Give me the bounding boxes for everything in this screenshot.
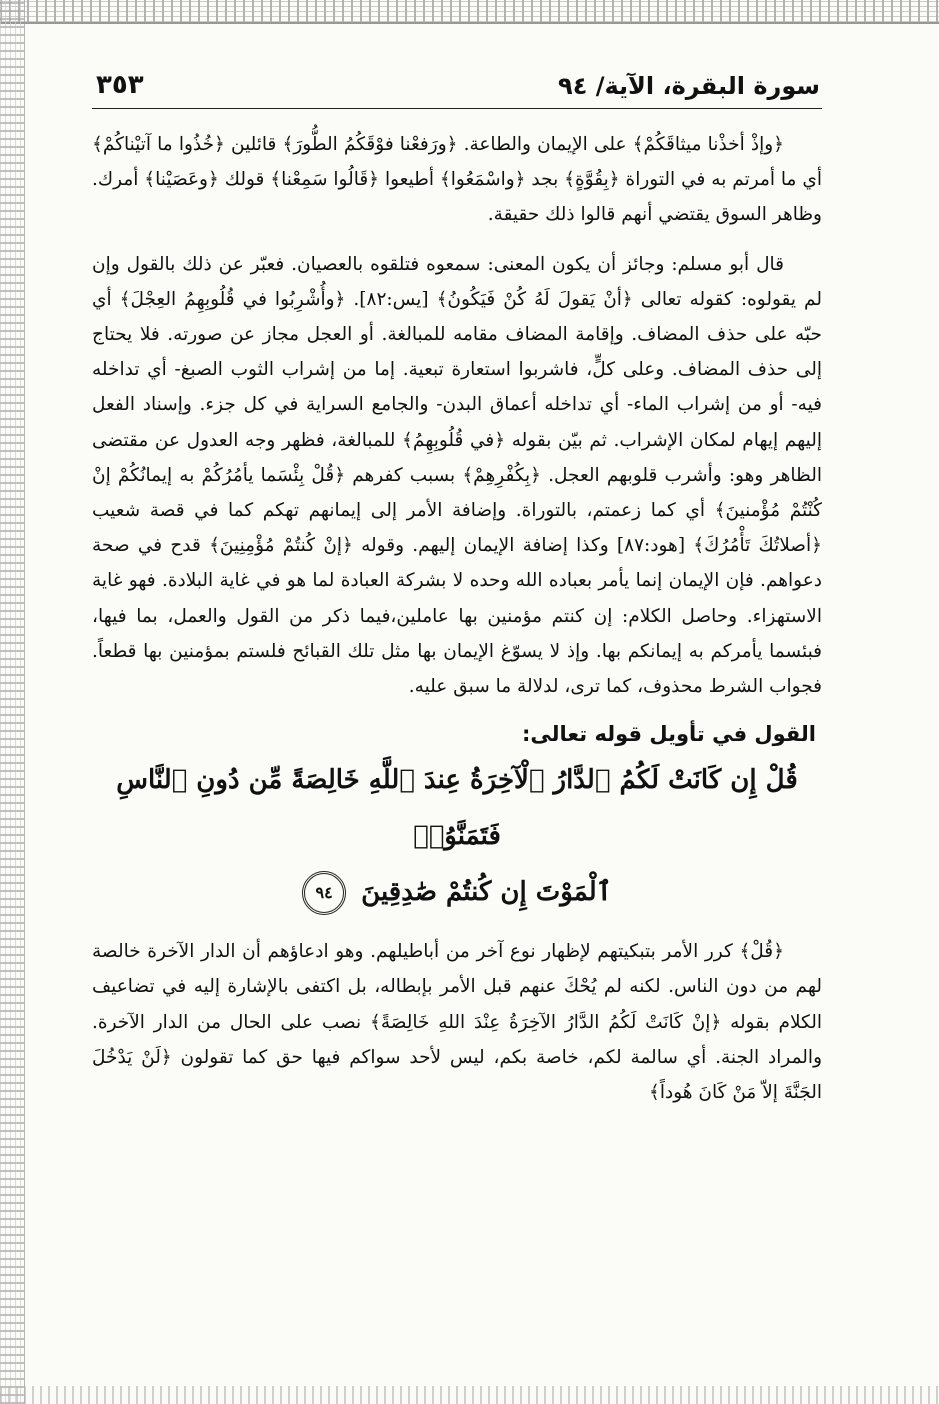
running-title: سورة البقرة، الآية/ ٩٤ bbox=[558, 72, 820, 100]
paragraph-1: ﴿وإذْ أخذْنا ميثاقَكُمْ﴾ على الإيمان والطاعة. ﴿ورَفعْنا فوْقَكُمُ الطُّورَ﴾ قائلين ﴿خُذُوا ما آتيْناكُمْ﴾ أي ما أمرتم به في التوراة ﴿بِقُوَّةٍ﴾ بجد ﴿واسْمَعُوا﴾ أطيعوا ﴿قَالُوا سَمِعْنا﴾ قولك ﴿وعَصَيْنا﴾ أمرك. وظاهر السوق يقتضي أنهم قالوا ذلك حقيقة. bbox=[92, 134, 822, 226]
page-header bbox=[92, 62, 822, 109]
verse-line-2-text: ٱلْمَوْتَ إِن كُنتُمْ صَٰدِقِينَ bbox=[361, 877, 612, 908]
decorative-left-border bbox=[0, 0, 25, 1404]
page-content bbox=[92, 127, 822, 1110]
decorative-bottom-border bbox=[0, 1386, 939, 1404]
quran-verse bbox=[92, 752, 822, 920]
decorative-top-border bbox=[0, 0, 939, 24]
book-page bbox=[92, 62, 822, 1382]
section-heading: القول في تأويل قوله تعالى: bbox=[522, 722, 816, 747]
paragraph-3: ﴿قُلْ﴾ كرر الأمر بتبكيتهم لإظهار نوع آخر من أباطيلهم. وهو ادعاؤهم أن الدار الآخرة خالصة لهم من دون الناس. لكنه لم يُحْكَ عنهم قبل الأمر بإبطاله، بل اكتفى بالإشارة إليه في تضاعيف الكلام بقوله ﴿إنْ كَانَتْ لَكُمُ الدَّارُ الآخِرَةُ عِنْدَ اللهِ خَالِصَةً﴾ نصب على الحال من الدار الآخرة. والمراد الجنة. أي سالمة لكم، خاصة بكم، ليس لأحد سواكم فيها حق كما تقولون ﴿لَنْ يَدْخُلَ الجَنَّةَ إلاّ مَنْ كَانَ هُوداً﴾ bbox=[92, 941, 822, 1104]
verse-line-1: قُلْ إِن كَانَتْ لَكُمُ ٱلدَّارُ ٱلْآخِرَةُ عِندَ ٱللَّهِ خَالِصَةً مِّن دُونِ ٱلنَّاسِ فَتَمَنَّوُا۟ bbox=[116, 765, 798, 852]
ayah-number-marker: ٩٤ bbox=[302, 871, 346, 915]
page-number: ٣٥٣ bbox=[96, 70, 144, 100]
paragraph-2: قال أبو مسلم: وجائز أن يكون المعنى: سمعوه فتلقوه بالعصيان. فعبّر عن ذلك بالقول وإن لم يقولوه: كقوله تعالى ﴿أنْ يَقولَ لَهُ كُنْ فَيَكُونُ﴾ [يس:٨٢]. ﴿وأُشْرِبُوا في قُلُوبِهِمُ العِجْلَ﴾ أي حبّه على حذف المضاف. وإقامة المضاف مقامه للمبالغة. أو العجل مجاز عن صورته. فلا يحتاج إلى حذف المضاف. وعلى كلٍّ، فاشربوا استعارة تبعية. إما من إشراب الثوب الصبغ- أي تداخله فيه- أو من إشراب الماء- أي تداخله أعماق البدن- والجامع السراية في كل جزء. وإسناد الفعل إليهم إيهام لمكان الإشراب. ثم بيّن بقوله ﴿في قُلُوبِهِمُ﴾ للمبالغة، فظهر وجه العدول عن مقتضى الظاهر وهو: وأشرب قلوبهم العجل. ﴿بِكُفْرِهِمْ﴾ بسبب كفرهم ﴿قُلْ بِئْسَما يأمُرُكُمْ به إيمانُكُمْ إنْ كُنْتُمْ مُؤْمنينَ﴾ أي كما زعمتم، بالتوراة. وإضافة الأمر إلى إيمانهم تهكم كما في قصة شعيب ﴿أصلاتُكَ تَأْمُرُكَ﴾ [هود:٨٧] وكذا إضافة الإيمان إليهم. وقوله ﴿إنْ كُنتُمْ مُؤْمِنِينَ﴾ قدح في صحة دعواهم. فإن الإيمان إنما يأمر بعباده الله وحده لا بشركة العبادة لما هو في غاية البلادة. فهو غاية الاستهزاء. وحاصل الكلام: إن كنتم مؤمنين بها عاملين،فيما ذكر من القول والعمل، بما فيها، فبئسما يأمركم به إيمانكم بها. وإذ لا يسوّغ الإيمان بها مثل تلك القبائح فلستم بمؤمنين بها قطعاً. فجواب الشرط محذوف، كما ترى، لدلالة ما سبق عليه. bbox=[92, 253, 822, 698]
verse-line-2 bbox=[92, 864, 822, 920]
